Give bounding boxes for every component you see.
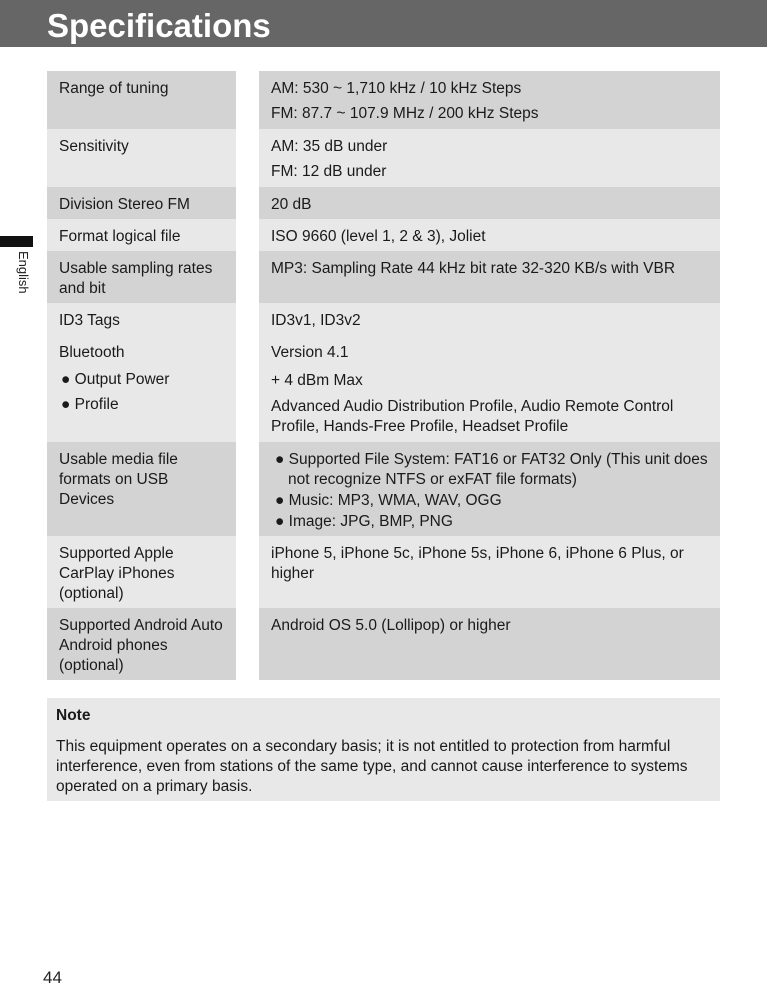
bluetooth-version: Version 4.1 — [271, 344, 349, 361]
page-number: 44 — [43, 968, 62, 987]
spec-label: Range of tuning — [47, 71, 236, 129]
specifications-table — [47, 71, 720, 680]
output-power-label: ● Output Power — [61, 371, 170, 388]
spec-value: ISO 9660 (level 1, 2 & 3), Joliet — [259, 219, 720, 251]
spec-value — [259, 129, 720, 187]
am-range: AM: 530 ~ 1,710 kHz / 10 kHz Steps — [271, 80, 522, 97]
table-row — [47, 536, 720, 608]
spec-value — [259, 442, 720, 536]
table-row — [47, 303, 720, 442]
table-row — [47, 71, 720, 129]
spec-value — [259, 71, 720, 129]
language-tab-marker — [0, 236, 33, 247]
table-row — [47, 187, 720, 219]
spec-label — [47, 303, 236, 442]
usb-music-formats: ● Music: MP3, WMA, WAV, OGG — [275, 492, 502, 509]
profile-label: ● Profile — [61, 396, 119, 413]
bluetooth-label: Bluetooth — [59, 344, 125, 361]
spec-label: Sensitivity — [47, 129, 236, 187]
spec-label: Supported Apple CarPlay iPhones (optional) — [47, 536, 236, 608]
table-row — [47, 608, 720, 680]
usb-file-system: ● Supported File System: FAT16 or FAT32 Only (This unit does not recognize NTFS or exFAT file formats) — [275, 451, 708, 488]
fm-sensitivity: FM: 12 dB under — [271, 163, 387, 180]
output-power-value: + 4 dBm Max — [271, 372, 363, 389]
spec-label: Supported Android Auto Android phones (optional) — [47, 608, 236, 680]
page-title: Specifications — [47, 7, 271, 44]
table-row — [47, 129, 720, 187]
fm-range: FM: 87.7 ~ 107.9 MHz / 200 kHz Steps — [271, 105, 539, 122]
spec-value: iPhone 5, iPhone 5c, iPhone 5s, iPhone 6, iPhone 6 Plus, or higher — [259, 536, 720, 608]
table-row — [47, 442, 720, 536]
table-row — [47, 219, 720, 251]
id3-value: ID3v1, ID3v2 — [271, 312, 361, 329]
spec-label: Usable sampling rates and bit — [47, 251, 236, 303]
header-bar — [0, 0, 767, 47]
usb-image-formats: ● Image: JPG, BMP, PNG — [275, 513, 453, 530]
spec-value — [259, 303, 720, 442]
am-sensitivity: AM: 35 dB under — [271, 138, 388, 155]
note-title: Note — [56, 707, 91, 724]
spec-value: MP3: Sampling Rate 44 kHz bit rate 32-320 KB/s with VBR — [259, 251, 720, 303]
spec-label: Usable media file formats on USB Devices — [47, 442, 236, 536]
note-box — [47, 698, 720, 801]
spec-value: Android OS 5.0 (Lollipop) or higher — [259, 608, 720, 680]
note-text: This equipment operates on a secondary basis; it is not entitled to protection from harmful interference, even from stations of the same type, and cannot cause interference to systems operated on a primary basis. — [56, 738, 688, 795]
spec-label: Format logical file — [47, 219, 236, 251]
id3-label: ID3 Tags — [59, 312, 120, 329]
spec-value: 20 dB — [259, 187, 720, 219]
language-label: English — [16, 251, 31, 294]
spec-label: Division Stereo FM — [47, 187, 236, 219]
profile-value: Advanced Audio Distribution Profile, Audio Remote Control Profile, Hands-Free Profile, Headset Profile — [271, 398, 674, 435]
table-row — [47, 251, 720, 303]
